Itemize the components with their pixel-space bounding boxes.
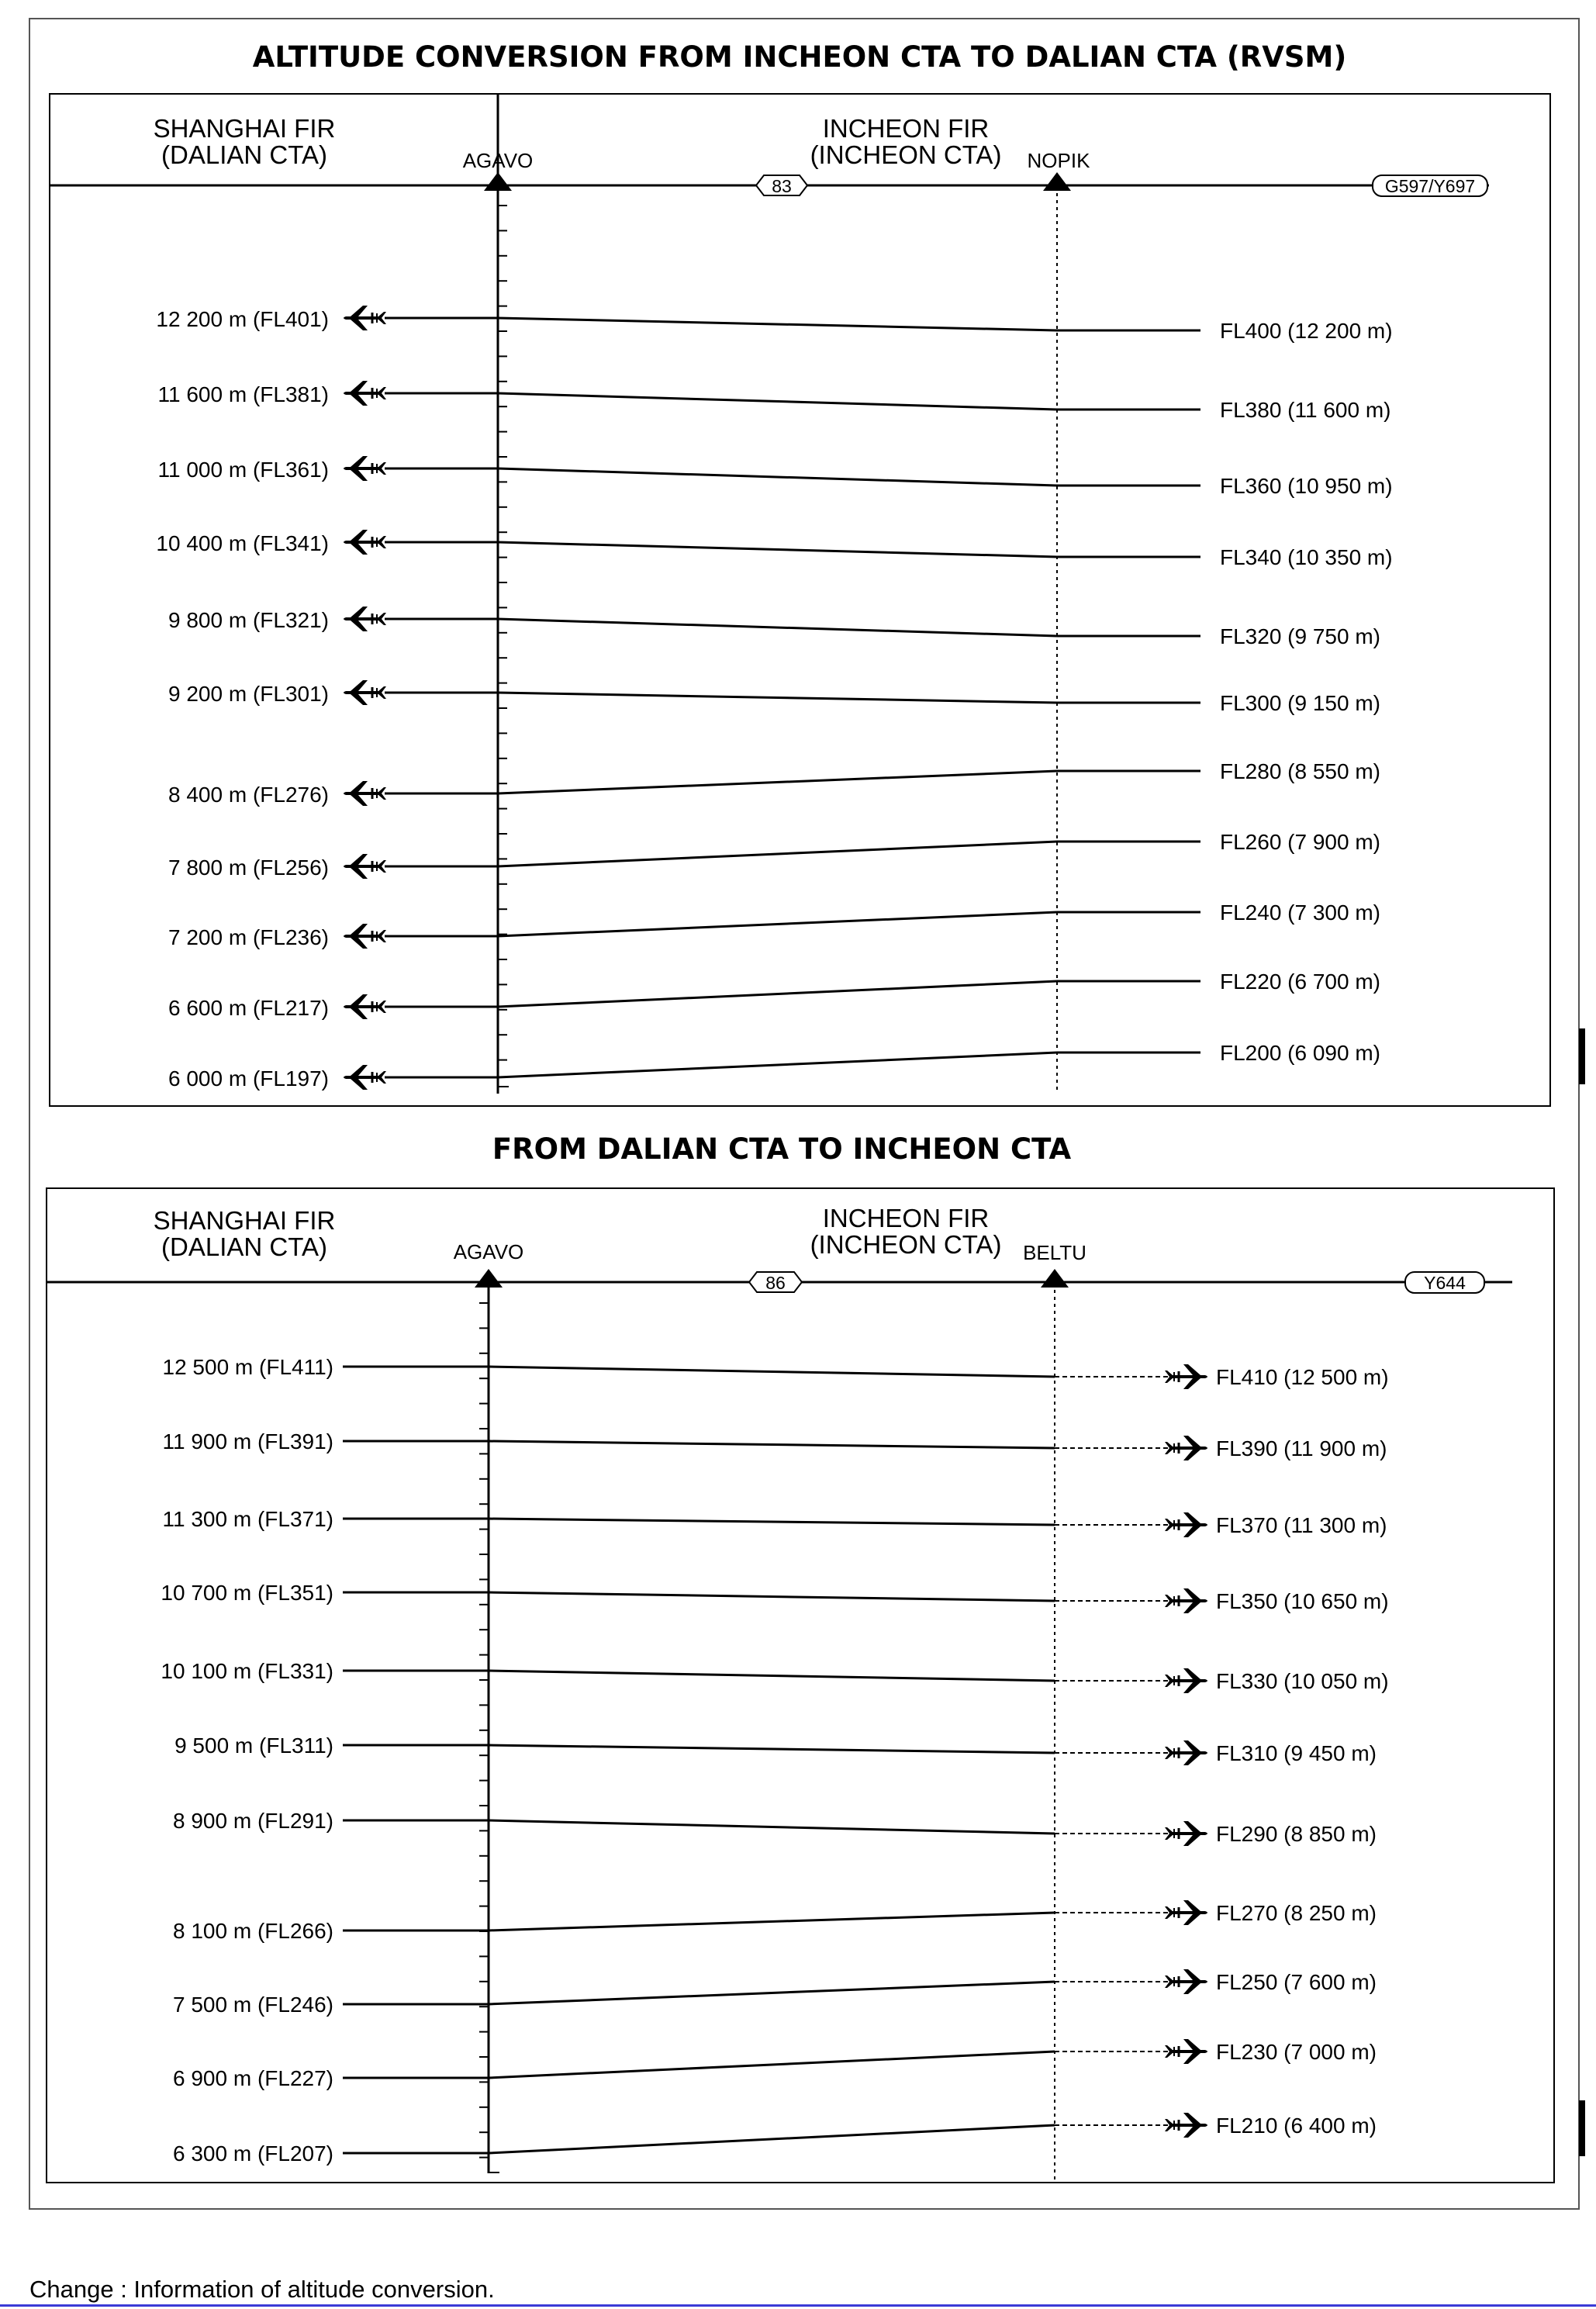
- bottom-bearing-label: 86: [765, 1273, 786, 1293]
- aircraft-westbound-icon: [344, 994, 386, 1019]
- top-right-altitude-label: FL380 (11 600 m): [1220, 398, 1391, 422]
- bottom-right-altitude-label: FL390 (11 900 m): [1216, 1436, 1387, 1460]
- bottom-conversion-row: [163, 1507, 1387, 1537]
- bottom-conversion-row: [173, 2039, 1377, 2090]
- top-right-altitude-label: FL360 (10 950 m): [1220, 474, 1393, 498]
- bottom-conversion-row: [161, 1581, 1388, 1613]
- bottom-left-altitude-label: 10 700 m (FL351): [161, 1581, 333, 1605]
- top-agavo-triangle-icon: [484, 172, 512, 191]
- bottom-conversion-row: [161, 1659, 1388, 1693]
- bottom-left-altitude-label: 7 500 m (FL246): [173, 1993, 333, 2017]
- top-route-label: G597/Y697: [1384, 176, 1476, 196]
- top-conversion-row: [168, 1041, 1380, 1091]
- bottom-right-altitude-label: FL290 (8 850 m): [1216, 1822, 1377, 1846]
- top-right-altitude-label: FL340 (10 350 m): [1220, 545, 1393, 569]
- top-transition-line: [498, 771, 1057, 793]
- footer-rule: [0, 2304, 1596, 2307]
- bottom-transition-line: [489, 2051, 1055, 2078]
- bottom-right-altitude-label: FL250 (7 600 m): [1216, 1970, 1377, 1994]
- aircraft-eastbound-icon: [1165, 1364, 1207, 1389]
- aircraft-eastbound-icon: [1165, 1969, 1207, 1994]
- bottom-right-fir-line2: (INCHEON CTA): [810, 1230, 1002, 1259]
- top-scale-ticks: [498, 206, 509, 1087]
- top-panel: [50, 94, 1550, 1106]
- top-left-altitude-label: 12 200 m (FL401): [156, 307, 329, 331]
- bottom-transition-line: [489, 1367, 1055, 1377]
- top-fix-point-label: NOPIK: [1027, 149, 1090, 172]
- top-conversion-row: [168, 680, 1380, 715]
- aircraft-westbound-icon: [344, 306, 386, 330]
- aircraft-westbound-icon: [344, 381, 386, 406]
- bottom-transition-line: [489, 1671, 1055, 1681]
- top-transition-line: [498, 619, 1057, 636]
- aircraft-eastbound-icon: [1165, 2113, 1207, 2138]
- top-conversion-row: [168, 607, 1380, 648]
- bottom-transition-line: [489, 2125, 1055, 2153]
- bottom-right-altitude-label: FL330 (10 050 m): [1216, 1669, 1389, 1693]
- bottom-left-altitude-label: 8 100 m (FL266): [173, 1919, 333, 1943]
- top-transition-line: [498, 542, 1057, 557]
- bottom-transition-line: [489, 1441, 1055, 1448]
- top-transition-line: [498, 981, 1057, 1007]
- page-frame: [29, 19, 1579, 2209]
- top-conversion-row: [158, 456, 1393, 498]
- top-left-altitude-label: 10 400 m (FL341): [156, 531, 329, 555]
- bottom-left-altitude-label: 6 900 m (FL227): [173, 2066, 333, 2090]
- aircraft-eastbound-icon: [1165, 1740, 1207, 1765]
- bottom-transition-line: [489, 1820, 1055, 1834]
- bottom-right-altitude-label: FL370 (11 300 m): [1216, 1513, 1387, 1537]
- aircraft-eastbound-icon: [1165, 2039, 1207, 2064]
- top-left-altitude-label: 9 200 m (FL301): [168, 682, 329, 706]
- bottom-left-altitude-label: 10 100 m (FL331): [161, 1659, 333, 1683]
- bottom-conversion-rows: [161, 1355, 1388, 2166]
- top-transition-line: [498, 693, 1057, 703]
- bottom-transition-line: [489, 1519, 1055, 1525]
- bottom-transition-line: [489, 1982, 1055, 2004]
- top-left-altitude-label: 6 000 m (FL197): [168, 1066, 329, 1091]
- top-conversion-rows: [156, 306, 1392, 1091]
- top-conversion-row: [158, 381, 1391, 422]
- bottom-transition-line: [489, 1592, 1055, 1601]
- top-left-fir-line1: SHANGHAI FIR: [153, 114, 336, 143]
- bottom-left-altitude-label: 6 300 m (FL207): [173, 2141, 333, 2166]
- top-left-fir-line2: (DALIAN CTA): [161, 140, 327, 169]
- aircraft-westbound-icon: [344, 680, 386, 705]
- bottom-right-altitude-label: FL410 (12 500 m): [1216, 1365, 1389, 1389]
- bottom-right-altitude-label: FL230 (7 000 m): [1216, 2040, 1377, 2064]
- top-transition-line: [498, 393, 1057, 410]
- bottom-left-altitude-label: 12 500 m (FL411): [162, 1355, 333, 1379]
- change-bar-marker: [1579, 1028, 1585, 1084]
- top-conversion-row: [168, 830, 1380, 880]
- bottom-right-altitude-label: FL350 (10 650 m): [1216, 1589, 1389, 1613]
- bottom-route-label: Y644: [1424, 1273, 1466, 1293]
- top-right-altitude-label: FL400 (12 200 m): [1220, 319, 1393, 343]
- top-bearing-label: 83: [772, 176, 792, 196]
- top-left-altitude-label: 7 800 m (FL256): [168, 856, 329, 880]
- bottom-left-altitude-label: 11 300 m (FL371): [162, 1507, 333, 1531]
- top-right-altitude-label: FL300 (9 150 m): [1220, 691, 1380, 715]
- bottom-conversion-row: [174, 1733, 1377, 1765]
- bottom-beltu-triangle-icon: [1041, 1269, 1069, 1288]
- bottom-right-altitude-label: FL310 (9 450 m): [1216, 1741, 1377, 1765]
- top-left-altitude-label: 6 600 m (FL217): [168, 996, 329, 1020]
- bottom-conversion-row: [163, 1429, 1387, 1460]
- top-nopik-triangle-icon: [1043, 172, 1071, 191]
- top-right-fir-line2: (INCHEON CTA): [810, 140, 1002, 169]
- aircraft-westbound-icon: [344, 607, 386, 631]
- top-right-altitude-label: FL280 (8 550 m): [1220, 759, 1380, 783]
- top-right-altitude-label: FL200 (6 090 m): [1220, 1041, 1380, 1065]
- aircraft-eastbound-icon: [1165, 1436, 1207, 1460]
- aircraft-westbound-icon: [344, 854, 386, 879]
- change-note: Change : Information of altitude conversion.: [29, 2276, 495, 2303]
- bottom-fix-point-label: BELTU: [1023, 1241, 1086, 1264]
- top-conversion-row: [168, 759, 1380, 807]
- bottom-title: FROM DALIAN CTA TO INCHEON CTA: [492, 1132, 1072, 1166]
- bottom-left-altitude-label: 11 900 m (FL391): [162, 1429, 333, 1453]
- bottom-agavo-triangle-icon: [475, 1269, 503, 1288]
- top-transition-line: [498, 468, 1057, 486]
- top-title: ALTITUDE CONVERSION FROM INCHEON CTA TO DALIAN CTA (RVSM): [252, 40, 1347, 74]
- aircraft-eastbound-icon: [1165, 1821, 1207, 1846]
- top-transition-line: [498, 318, 1057, 330]
- aircraft-eastbound-icon: [1165, 1512, 1207, 1537]
- bottom-right-fir-line1: INCHEON FIR: [822, 1204, 990, 1232]
- bottom-conversion-row: [173, 2113, 1377, 2166]
- aircraft-westbound-icon: [344, 1065, 386, 1090]
- bottom-conversion-row: [173, 1969, 1377, 2017]
- top-transition-line: [498, 842, 1057, 866]
- top-transition-line: [498, 1053, 1057, 1077]
- aircraft-westbound-icon: [344, 456, 386, 481]
- top-boundary-point-label: AGAVO: [462, 149, 534, 172]
- aircraft-westbound-icon: [344, 781, 386, 806]
- top-left-altitude-label: 8 400 m (FL276): [168, 783, 329, 807]
- bottom-left-fir-line2: (DALIAN CTA): [161, 1232, 327, 1261]
- top-left-altitude-label: 11 000 m (FL361): [157, 458, 329, 482]
- top-left-altitude-label: 9 800 m (FL321): [168, 608, 329, 632]
- top-transition-line: [498, 912, 1057, 936]
- bottom-conversion-row: [163, 1355, 1389, 1389]
- top-conversion-row: [156, 306, 1392, 343]
- bottom-boundary-point-label: AGAVO: [453, 1240, 524, 1263]
- top-right-altitude-label: FL220 (6 700 m): [1220, 970, 1380, 994]
- aircraft-westbound-icon: [344, 530, 386, 555]
- bottom-transition-line: [489, 1745, 1055, 1753]
- bottom-transition-line: [489, 1913, 1055, 1931]
- change-bar-marker: [1579, 2100, 1585, 2156]
- bottom-right-altitude-label: FL210 (6 400 m): [1216, 2114, 1377, 2138]
- aircraft-eastbound-icon: [1165, 1668, 1207, 1693]
- top-conversion-row: [168, 900, 1380, 949]
- bottom-right-altitude-label: FL270 (8 250 m): [1216, 1901, 1377, 1925]
- top-right-altitude-label: FL240 (7 300 m): [1220, 900, 1380, 925]
- bottom-left-altitude-label: 8 900 m (FL291): [173, 1809, 333, 1833]
- top-conversion-row: [156, 530, 1392, 569]
- bottom-left-fir-line1: SHANGHAI FIR: [153, 1206, 336, 1235]
- aircraft-westbound-icon: [344, 924, 386, 949]
- bottom-left-altitude-label: 9 500 m (FL311): [174, 1733, 333, 1758]
- aircraft-eastbound-icon: [1165, 1588, 1207, 1613]
- top-right-altitude-label: FL260 (7 900 m): [1220, 830, 1380, 854]
- top-left-altitude-label: 7 200 m (FL236): [168, 925, 329, 949]
- aircraft-eastbound-icon: [1165, 1900, 1207, 1925]
- top-right-fir-line1: INCHEON FIR: [822, 114, 990, 143]
- top-left-altitude-label: 11 600 m (FL381): [157, 382, 329, 406]
- top-right-altitude-label: FL320 (9 750 m): [1220, 624, 1380, 648]
- bottom-conversion-row: [173, 1900, 1377, 1943]
- top-conversion-row: [168, 970, 1380, 1020]
- bottom-conversion-row: [173, 1809, 1377, 1846]
